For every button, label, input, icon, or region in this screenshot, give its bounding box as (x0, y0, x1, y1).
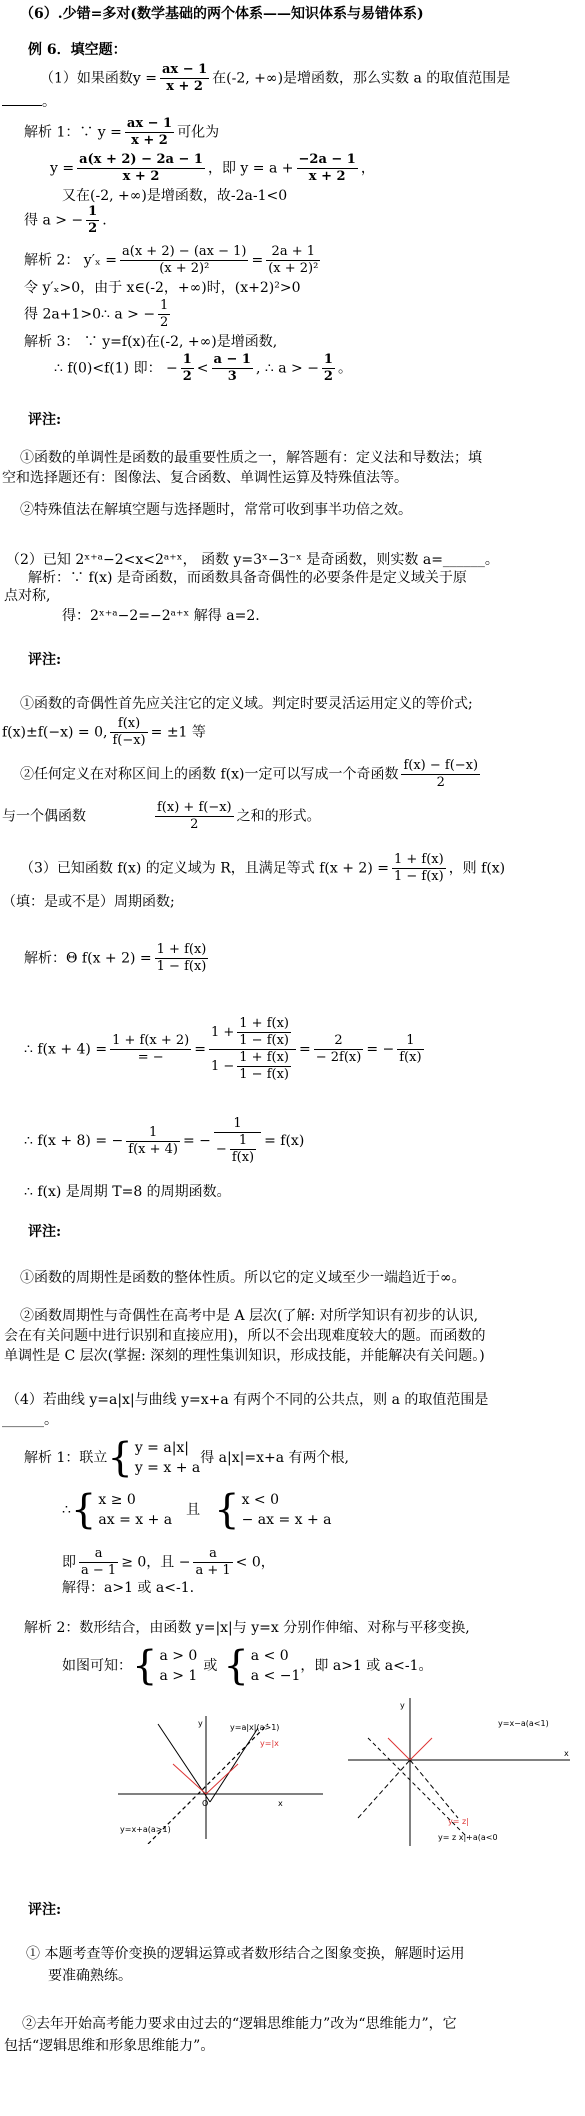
q3-sol-line2: ∴ f(x + 4) = $\frac{1 + f(x + 2)}{= -}$ = 1 + $\frac{1 + f(x)}{1 - f(x)}$ 1 − $\frac{1 + f(x)}{1 - f(x)}$ = $\frac{2}{- 2f(x)}$ = − $\frac{1}{f(x)}$ (24, 1016, 422, 1082)
q1-text-b: 在(-2, +∞)是增函数，那么实数 a 的取值范围是 (212, 70, 511, 87)
fig2-bottom-label-1: y= z| (448, 1817, 469, 1826)
comment4-p1-l1: ① 本题考查等价变换的逻辑运算或者数形结合之图象变换，解题时运用 (26, 1946, 465, 1962)
fig1-bottom-label: y=x+a(a>1) (120, 1825, 171, 1834)
comment2-p1-l2: f(x)±f(−x) = 0, $\frac{f(x)}{f(-x)}$ = ±1 等 (2, 716, 206, 748)
fig2-x-label: x (564, 1749, 569, 1758)
comment4-p2-l1: ②去年开始高考能力要求由过去的“逻辑思维能力”改为“思维能力”，它 (22, 2016, 457, 2032)
q4-sol1-line4: 解得：a>1 或 a<-1. (62, 1580, 195, 1596)
q4-sol1-line1: 解析 1：联立{ y = a|x| y = x + a 得 a|x|=x+a 有两个根, (24, 1435, 349, 1481)
comment1-p2: ②特殊值法在解填空题与选择题时，常常可收到事半功倍之效。 (20, 502, 412, 518)
q3-sol-line4: ∴ f(x) 是周期 T=8 的周期函数。 (24, 1184, 231, 1200)
figure-case-a-negative (348, 1698, 578, 1848)
fig1-top-label: y=a|x|(a>1) (230, 1723, 280, 1732)
q2-line4: 得：2ˣ⁺ᵃ−2=−2ᵃ⁺ˣ 解得 a=2. (62, 608, 260, 624)
comment2-p2-l1: ②任何定义在对称区间上的函数 f(x)一定可以写成一个奇函数 $\frac{f(x) - f(-x)}{2}$ (20, 758, 479, 790)
q3-sol-line3: ∴ f(x + 8) = − $\frac{1}{f(x + 4)}$ = − 1 − $\frac{1}{f(x)}$ = f(x) (24, 1116, 305, 1165)
fig2-y-label: y (400, 1701, 405, 1710)
fig1-origin-label: O (202, 1799, 209, 1808)
q4-sol2-line2: 如图可知：{ a > 0 a > 1 或 { a < 0 a < −1 ，即 a>1 或 a<-1。 (62, 1643, 433, 1689)
page-title: （6）.少错=多对(数学基础的两个体系——知识体系与易错体系) (20, 6, 424, 22)
q4-sol1-line2: ∴{ x ≥ 0 ax = x + a 且 { x < 0 − ax = x + a (62, 1487, 332, 1533)
q2-line1: （2）已知 2ˣ⁺ᵃ−2<x<2ᵃ⁺ˣ， 函数 y=3ˣ−3⁻ˣ 是奇函数，则实数 a=______。 (6, 552, 499, 568)
s1-line1: 解析 1：∵ y = $\frac{ax - 1}{x + 2}$ 可化为 (24, 116, 220, 148)
fig2-line-ax-left (358, 1760, 410, 1818)
fig1-line-abs-right (206, 1764, 238, 1794)
s1-line2: y = $\frac{a(x + 2) - 2a - 1}{x + 2}$ ，即 y = a + $\frac{-2a - 1}{x + 2}$ ， (50, 152, 375, 184)
comment3-p2-l3: 单调性是 C 层次(掌握: 深刻的理性集训知识，形成技能，并能解决有关问题。) (4, 1348, 485, 1364)
s1-line4: 得 a > − $\frac{1}{2}$ . (24, 204, 107, 236)
comment3-heading: 评注: (28, 1224, 62, 1240)
example-label: 例 6．填空题： (28, 42, 127, 58)
s3-line1: 解析 3： ∵ y=f(x)在(-2, +∞)是增函数, (24, 334, 278, 350)
comment2-heading: 评注: (28, 652, 62, 668)
figure-case-a-positive (118, 1714, 328, 1844)
q1-blank: 。 (2, 92, 56, 112)
q4-line1: （4）若曲线 y=a|x|与曲线 y=x+a 有两个不同的公共点，则 a 的取值范围是 (6, 1392, 489, 1408)
fig2-line-abs-left (388, 1738, 410, 1760)
comment4-heading: 评注: (28, 1902, 62, 1918)
comment3-p2-l2: 会在有关问题中进行识别和直接应用)，所以不会出现难度较大的题。而函数的 (4, 1328, 486, 1344)
q4-sol1-line3: 即 $\frac{a}{a - 1}$ ≥ 0，且 − $\frac{a}{a + 1}$ < 0， (62, 1546, 275, 1578)
fig1-y-label: y (198, 1719, 203, 1728)
fig2-line-abs-right (410, 1738, 432, 1760)
q1-text-a: （1）如果函数y = (40, 70, 157, 87)
comment3-p1: ①函数的周期性是函数的整体性质。所以它的定义域至少一端趋近于∞。 (20, 1270, 466, 1286)
comment4-p1-l2: 要准确熟练。 (48, 1968, 132, 1984)
s2-line1: 解析 2： y′ₓ = $\frac{a(x + 2) - (ax - 1)}{\text{(x + 2)²}}$ = $\frac{2a + 1}{\text{(x + 2)²}}$ (24, 244, 319, 276)
comment4-p2-l2: 包括“逻辑思维和形象思维能力”。 (4, 2038, 215, 2054)
s2-line3: 得 2a+1>0∴ a > − $\frac{1}{2}$ (24, 298, 169, 330)
q1-fraction: $\frac{ax - 1}{x + 2}$ (162, 62, 208, 94)
comment2-p1-l1: ①函数的奇偶性首先应关注它的定义域。判定时要灵活运用定义的等价式; (20, 696, 473, 712)
q4-line2: ______。 (2, 1412, 58, 1428)
q1-line (40, 62, 510, 95)
comment1-heading: 评注: (28, 412, 62, 428)
s3-line2: ∴ f(0)<f(1) 即： − $\frac{1}{2}$ < $\frac{a - 1}{3}$ , ∴ a > − $\frac{1}{2}$ 。 (54, 352, 352, 384)
q3-line2: （填：是或不是）周期函数; (2, 894, 175, 910)
q4-sol2-line1: 解析 2：数形结合，由函数 y=|x|与 y=x 分别作伸缩、对称与平移变换, (24, 1620, 470, 1636)
q2-line2: 解析：∵ f(x) 是奇函数，而函数具备奇偶性的必要条件是定义域关于原 (28, 570, 467, 586)
fig1-yx-label: y=|x (260, 1739, 279, 1748)
q3-sol-line1: 解析：Θ f(x + 2) = $\frac{1 + f(x)}{1 - f(x)}$ (24, 942, 207, 974)
q2-line3: 点对称, (4, 588, 51, 604)
s1-line3: 又在(-2, +∞)是增函数，故-2a-1<0 (62, 188, 288, 204)
fig2-right-label: y=x−a(a<1) (498, 1719, 549, 1728)
fig1-line-ax-right (210, 1728, 258, 1802)
fig1-x-label: x (278, 1799, 283, 1808)
fig2-bottom-label-2: y= z x|+a(a<0 (438, 1833, 498, 1842)
comment2-p2-l2: 与一个偶函数 $\frac{f(x) + f(-x)}{2}$ 之和的形式。 (2, 800, 321, 832)
comment3-p2-l1: ②函数周期性与奇偶性在高考中是 A 层次(了解: 对所学知识有初步的认识, (20, 1308, 479, 1324)
s2-line2: 令 y′ₓ>0，由于 x∈(-2，+∞)时，(x+2)²>0 (24, 280, 301, 296)
comment1-p1-l1: ①函数的单调性是函数的最重要性质之一，解答题有：定义法和导数法；填 (20, 450, 482, 466)
comment1-p1-l2: 空和选择题还有：图像法、复合函数、单调性运算及特殊值法等。 (2, 470, 408, 486)
fig1-line-abs-left (173, 1764, 206, 1794)
fig2-line-ax-right (410, 1760, 458, 1818)
q3-line1: （3）已知函数 f(x) 的定义域为 R，且满足等式 f(x + 2) = $\frac{1 + f(x)}{1 - f(x)}$ ，则 f(x) (20, 852, 506, 884)
